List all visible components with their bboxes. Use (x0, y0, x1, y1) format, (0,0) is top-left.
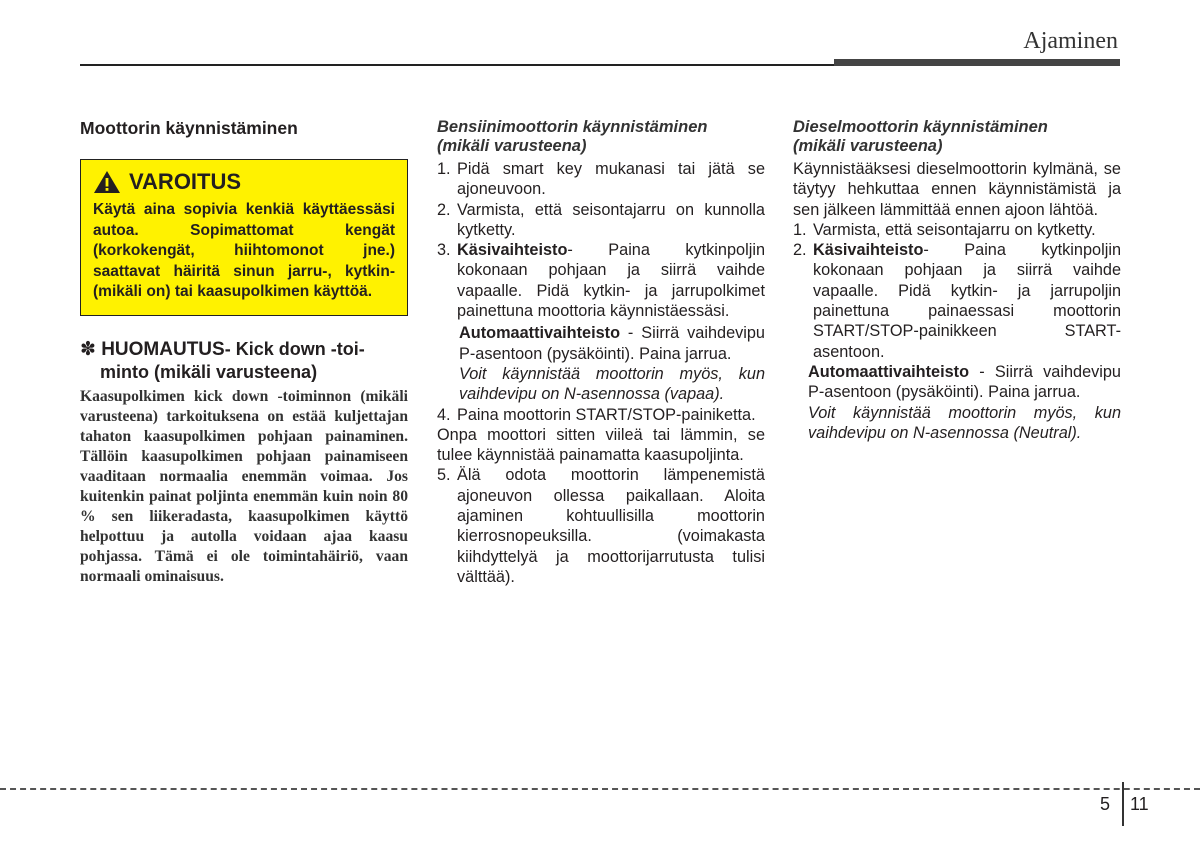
warning-box (80, 159, 408, 316)
note-star-icon: ✽ (80, 338, 96, 360)
step-number: 1. (793, 220, 807, 239)
warning-text: Käytä aina sopivia kenkiä käyttäessäsi autoa. Sopimattomat kengät (korkokengät, hiihtomonot jne.) saattavat häiritä sinun jarru-, kytkin- (mikäli on) tai kaasupolkimen käyttöä. (93, 201, 395, 301)
list-item (793, 220, 1121, 240)
step-number: 1. (437, 160, 451, 178)
warning-title: VAROITUS (129, 169, 242, 195)
column-2 (437, 118, 765, 587)
list-item (437, 240, 765, 321)
note-subtitle: - Kick down -toi- (224, 338, 365, 359)
column-1 (80, 118, 408, 587)
step-text (457, 240, 765, 321)
petrol-start-title (437, 118, 765, 156)
footer-page-divider (1122, 782, 1124, 826)
step-text: Varmista, että seisontajarru on kunnolla kytketty. (457, 200, 765, 239)
note-text: Kaasupolkimen kick down -toiminnon (mikäli varusteena) tarkoituksena on estää kuljettajan tahaton kaasupolkimen pohjaan painaminen. Tällöin kaasupolkimen pohjaan painamiseen vaaditaan normaalia enemmän voimaa. Jos kuitenkin painat poljinta enemmän kuin noin 80 % sen liikeradasta, kaasupolkimen käyttö helpottuu ja autolla voidaan ajaa kaasu pohjassa. Tämä ei ole toimintahäiriö, vaan normaali ominaisuus. (80, 387, 408, 585)
step-text: Paina moottorin START/STOP-painiketta. (457, 405, 756, 424)
step-number: 5. (437, 466, 451, 485)
warning-header (93, 170, 395, 194)
petrol-start-title-line1: Bensiinimoottorin käynnistäminen (437, 118, 708, 136)
list-item (437, 200, 765, 241)
list-item (437, 159, 765, 200)
step-text: Varmista, että seisontajarru on kytketty. (813, 220, 1096, 239)
step-text: Älä odota moottorin lämpenemistä ajoneuvon ollessa paikallaan. Aloita ajaminen kohtuullisilla moottorin kierrosnopeuksilla. (voimakasta kiihdyttelyä ja moottorijarrutusta tulisi välttää). (457, 466, 765, 586)
step-text (813, 240, 1121, 362)
step-body: - Paina kytkinpoljin kokonaan pohjaan ja siirrä vaihde vapaalle. Pidä kytkin- ja jarrupolkimet painettuna moottoria käynnistäessäsi. (457, 241, 765, 321)
step-bold: Käsivaihteisto (813, 241, 924, 260)
automatic-paragraph (437, 323, 765, 364)
step-bold: Käsivaihteisto (457, 241, 568, 260)
automatic-text: - Siirrä vaihdevipu P-asentoon (pysäköinti). Paina jarrua. (459, 324, 765, 363)
list-item (793, 240, 1121, 362)
step-text: Pidä smart key mukanasi tai jätä se ajoneuvoon. (457, 160, 765, 199)
automatic-paragraph (793, 362, 1121, 403)
page-chapter-number: 5 (1100, 794, 1111, 814)
footer-dashed-rule (0, 788, 1200, 790)
list-item (437, 465, 765, 587)
step-number: 4. (437, 405, 451, 424)
section-title: Moottorin käynnistäminen (80, 118, 298, 138)
warning-triangle-icon (93, 170, 121, 194)
petrol-steps (437, 159, 765, 321)
step-number: 2. (437, 200, 451, 219)
automatic-bold: Automaattivaihteisto (808, 362, 970, 381)
automatic-note: Voit käynnistää moottorin myös, kun vaihdevipu on N-asennossa (Neutral). (808, 403, 1121, 442)
automatic-note: Voit käynnistää moottorin myös, kun vaihdevipu on N-asennossa (vapaa). (459, 364, 765, 404)
automatic-text: - Siirrä vaihdevipu P-asentoon (pysäköinti). Paina jarrua. (808, 362, 1121, 402)
step-number: 3. (437, 241, 451, 260)
header-rule-accent (834, 59, 1120, 66)
note-header (80, 338, 408, 383)
step-number: 2. (793, 241, 807, 260)
note-title: HUOMAUTUS (101, 338, 225, 360)
column-3 (793, 118, 1121, 443)
diesel-start-title-line1: Dieselmoottorin käynnistäminen (793, 118, 1048, 136)
list-item (437, 405, 765, 425)
step-body: - Paina kytkinpoljin kokonaan pohjaan ja siirrä vaihde vapaalle. Pidä kytkin- ja jarrupoljin painettuna painaessasi moottorin START/STOP-painikkeen START-asentoon. (813, 241, 1121, 361)
page-number: 11 (1130, 794, 1149, 814)
automatic-bold: Automaattivaihteisto (459, 324, 621, 343)
page-header-title: Ajaminen (1023, 28, 1118, 54)
petrol-start-title-line2: (mikäli varusteena) (437, 137, 587, 155)
diesel-start-title-line2: (mikäli varusteena) (793, 137, 943, 155)
paragraph: Käynnistääksesi dieselmoottorin kylmänä, se täytyy hehkuttaa ennen käynnistämistä ja sen jälkeen lämmittää ennen ajoon lähtöä. (793, 160, 1121, 219)
note-subtitle-cont: minto (mikäli varusteena) (100, 361, 318, 382)
header-rule (80, 64, 840, 66)
diesel-start-title (793, 118, 1121, 156)
paragraph: Onpa moottori sitten viileä tai lämmin, se tulee käynnistää painamatta kaasupoljinta. (437, 425, 765, 465)
